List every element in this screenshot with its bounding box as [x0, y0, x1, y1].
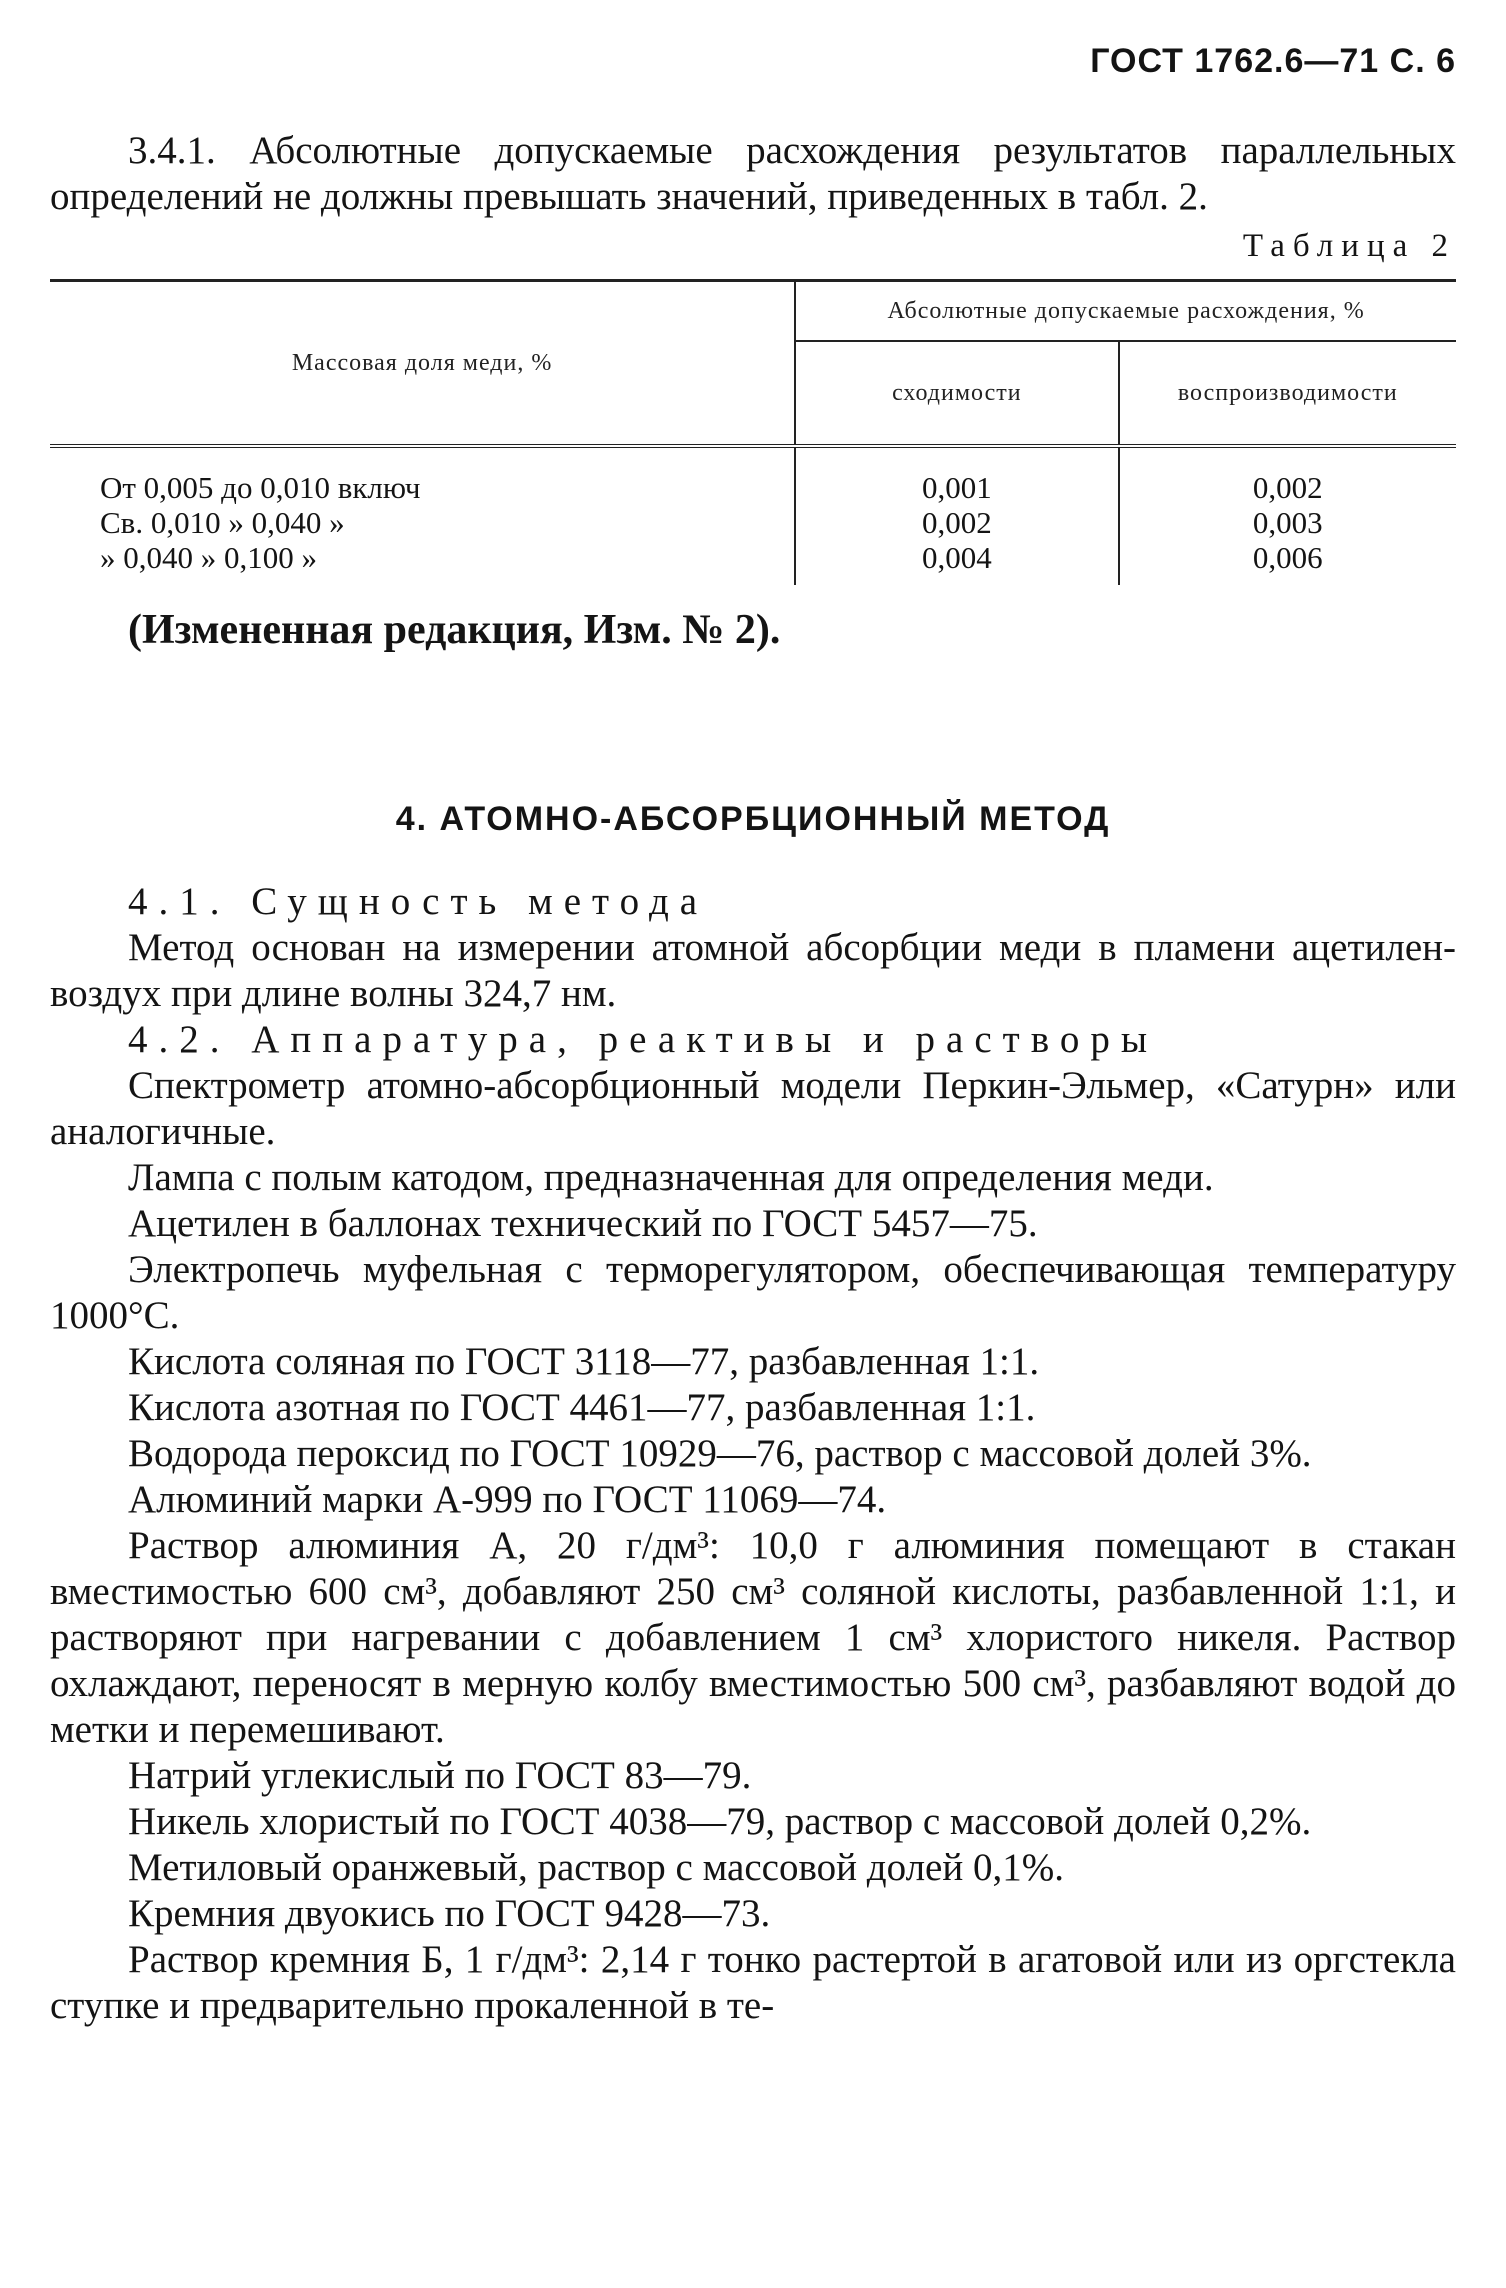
cell-range: От 0,005 до 0,010 включ — [50, 446, 795, 505]
paragraph-3-4-1: 3.4.1. Абсолютные допускаемые расхождения результатов параллельных определений не должны превышать значений, приведенных в табл. 2. — [50, 129, 1456, 218]
col-header-mass-fraction: Массовая доля меди, % — [50, 281, 795, 445]
cell-reproducibility: 0,003 — [1252, 505, 1323, 540]
list-item: Алюминий марки А-999 по ГОСТ 11069—74. — [128, 1478, 887, 1521]
cell-range: » 0,040 » 0,100 » — [50, 540, 795, 585]
list-item: Кислота соляная по ГОСТ 3118—77, разбавленная 1:1. — [128, 1340, 1040, 1383]
table-row — [50, 505, 1456, 540]
table-row — [50, 540, 1456, 585]
table-caption: Таблица 2 — [1242, 228, 1456, 264]
list-item: Ацетилен в баллонах технический по ГОСТ 5457—75. — [128, 1202, 1038, 1245]
list-item: Кремния двуокись по ГОСТ 9428—73. — [128, 1892, 771, 1935]
heading-4-1: 4.1. Сущность метода — [128, 880, 709, 923]
list-item: Никель хлористый по ГОСТ 4038—79, раствор с массовой долей 0,2%. — [128, 1800, 1312, 1843]
table-2 — [50, 279, 1456, 585]
list-item: Электропечь муфельная с терморегулятором, обеспечивающая температуру 1000°С. — [50, 1248, 1456, 1337]
list-item: Лампа с полым катодом, предназначенная для определения меди. — [128, 1156, 1214, 1199]
heading-4-2: 4.2. Аппаратура, реактивы и растворы — [128, 1018, 1159, 1061]
section-4 — [50, 800, 1456, 2029]
col-header-group: Абсолютные допускаемые расхождения, % — [795, 281, 1456, 342]
cell-convergence: 0,004 — [795, 540, 1118, 585]
list-item: Натрий углекислый по ГОСТ 83—79. — [128, 1754, 752, 1797]
col-header-convergence: сходимости — [795, 341, 1118, 444]
cell-range: Св. 0,010 » 0,040 » — [50, 505, 795, 540]
page-header: ГОСТ 1762.6—71 С. 6 — [1090, 42, 1456, 80]
change-note: (Измененная редакция, Изм. № 2). — [128, 607, 781, 653]
cell-reproducibility: 0,002 — [1252, 470, 1323, 505]
list-item: Кислота азотная по ГОСТ 4461—77, разбавленная 1:1. — [128, 1386, 1036, 1429]
list-item: Метиловый оранжевый, раствор с массовой долей 0,1%. — [128, 1846, 1064, 1889]
list-item: Водорода пероксид по ГОСТ 10929—76, раствор с массовой долей 3%. — [128, 1432, 1312, 1475]
cell-convergence: 0,001 — [795, 446, 1118, 505]
list-item: Спектрометр атомно-абсорбционный модели Перкин-Эльмер, «Сатурн» или аналогичные. — [50, 1064, 1456, 1153]
table-row — [50, 446, 1456, 505]
cell-reproducibility: 0,006 — [1252, 540, 1323, 575]
col-header-reproducibility: воспроизводимости — [1177, 379, 1398, 406]
section-title: 4. АТОМНО-АБСОРБЦИОННЫЙ МЕТОД — [395, 800, 1111, 838]
text-4-1: Метод основан на измерении атомной абсорбции меди в пламени ацетилен-воздух при длине волны 324,7 нм. — [50, 926, 1456, 1015]
list-item: Раствор кремния Б, 1 г/дм³: 2,14 г тонко растертой в агатовой или из оргстекла ступке и предварительно прокаленной в те- — [50, 1938, 1456, 2027]
cell-convergence: 0,002 — [795, 505, 1118, 540]
list-item: Раствор алюминия А, 20 г/дм³: 10,0 г алюминия помещают в стакан вместимостью 600 см³, добавляют 250 см³ соляной кислоты, разбавленной 1:1, и растворяют при нагревании с добавлением 1 см³ хлористого никеля. Раствор охлаждают, переносят в мерную колбу вместимостью 500 см³, разбавляют водой до метки и перемешивают. — [50, 1524, 1456, 1751]
top-block — [50, 128, 1456, 653]
